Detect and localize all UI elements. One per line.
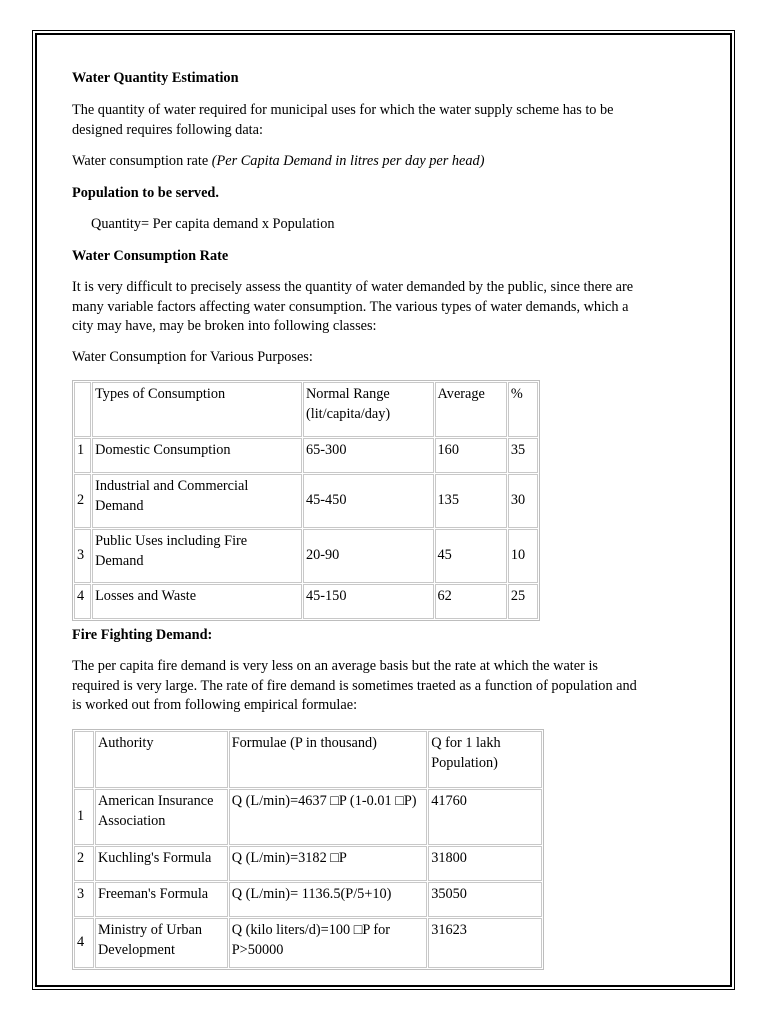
table-header-cell: Q for 1 lakh Population) — [428, 731, 542, 788]
table-cell: 35050 — [428, 882, 542, 917]
consumption-rate-label: Water consumption rate — [72, 153, 212, 169]
table-cell: 20-90 — [303, 529, 434, 583]
fire-heading: Fire Fighting Demand: — [72, 627, 213, 643]
table-cell: Q (kilo liters/d)=100 □P for P>50000 — [229, 918, 427, 968]
table-row — [74, 918, 542, 968]
table-row — [74, 529, 538, 583]
table-header-cell: Formulae (P in thousand) — [229, 731, 427, 788]
table-cell — [74, 382, 91, 437]
table-row — [74, 438, 538, 473]
table-cell: 4 — [74, 918, 94, 968]
table-cell: 2 — [74, 474, 91, 528]
table-row — [74, 474, 538, 528]
consumption-rate-note: (Per Capita Demand in litres per day per head) — [211, 153, 485, 169]
table-row — [74, 584, 538, 619]
table-cell: 41760 — [428, 789, 542, 845]
quantity-formula: Quantity= Per capita demand x Population — [91, 216, 335, 232]
table-cell: Industrial and Commercial Demand — [92, 474, 302, 528]
table-header-row — [74, 731, 542, 788]
table-header-cell: Authority — [95, 731, 228, 788]
table-cell: 25 — [508, 584, 538, 619]
table-cell: Q (L/min)= 1136.5(P/5+10) — [229, 882, 427, 917]
table-cell: 1 — [74, 789, 94, 845]
consumption-paragraph: It is very difficult to precisely assess the quantity of water demanded by the public, since there are many variable factors affecting water consumption. The various types of water demands, which a city may have, may be broken into following classes: — [72, 279, 634, 334]
table-cell: 3 — [74, 882, 94, 917]
table-cell: Q (L/min)=3182 □P — [229, 846, 427, 881]
table-row — [74, 789, 542, 845]
table-header-cell: % — [508, 382, 538, 437]
table-cell: 1 — [74, 438, 91, 473]
table-header-cell: Normal Range (lit/capita/day) — [303, 382, 434, 437]
table-cell: 135 — [435, 474, 507, 528]
table-cell: 30 — [508, 474, 538, 528]
table-cell — [74, 731, 94, 788]
fire-demand-table — [72, 729, 544, 970]
intro-paragraph: The quantity of water required for municipal uses for which the water supply scheme has to be designed requires following data: — [72, 102, 614, 138]
table-cell: 4 — [74, 584, 91, 619]
consumption-rate-line — [72, 152, 642, 172]
purposes-heading: Water Consumption for Various Purposes: — [72, 349, 313, 365]
table-header-row — [74, 382, 538, 437]
table-cell: 45-150 — [303, 584, 434, 619]
table-cell: 31800 — [428, 846, 542, 881]
table-cell: 45-450 — [303, 474, 434, 528]
table-cell: 62 — [435, 584, 507, 619]
table-cell: Losses and Waste — [92, 584, 302, 619]
table-header-cell: Average — [435, 382, 507, 437]
table-row — [74, 882, 542, 917]
consumption-table — [72, 380, 540, 621]
table-cell: 2 — [74, 846, 94, 881]
table-cell: 35 — [508, 438, 538, 473]
table-cell: American Insurance Association — [95, 789, 228, 845]
table-header-cell: Types of Consumption — [92, 382, 302, 437]
table-cell: Kuchling's Formula — [95, 846, 228, 881]
fire-paragraph: The per capita fire demand is very less on an average basis but the rate at which the water is required is very large. The rate of fire demand is sometimes traeted as a function of population and is worked out from following empirical formulae: — [72, 658, 637, 713]
population-line: Population to be served. — [72, 185, 219, 201]
table-cell: 31623 — [428, 918, 542, 968]
table-cell: 65-300 — [303, 438, 434, 473]
table-cell: 10 — [508, 529, 538, 583]
table-cell: Freeman's Formula — [95, 882, 228, 917]
table-cell: 160 — [435, 438, 507, 473]
table-cell: 3 — [74, 529, 91, 583]
table-cell: Ministry of Urban Development — [95, 918, 228, 968]
table-cell: 45 — [435, 529, 507, 583]
table-cell: Public Uses including Fire Demand — [92, 529, 302, 583]
doc-title: Water Quantity Estimation — [72, 70, 239, 86]
table-cell: Domestic Consumption — [92, 438, 302, 473]
section-consumption-rate: Water Consumption Rate — [72, 248, 229, 264]
table-row — [74, 846, 542, 881]
table-cell: Q (L/min)=4637 □P (1-0.01 □P) — [229, 789, 427, 845]
